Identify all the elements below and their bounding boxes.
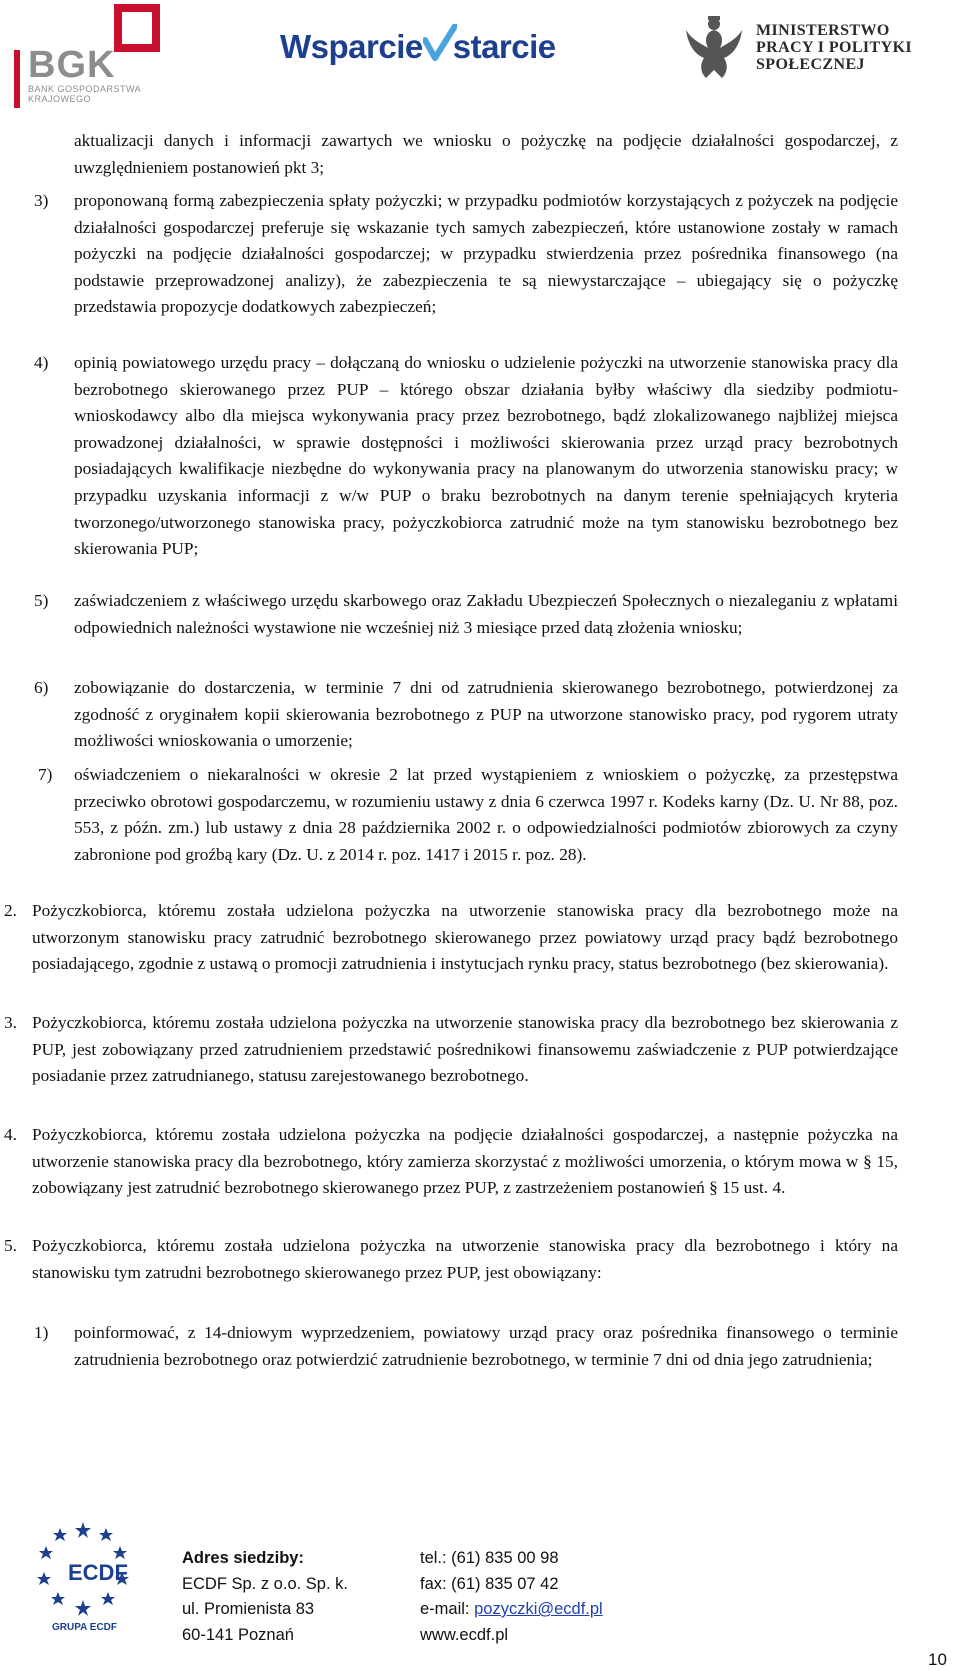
swoosh-icon [423,24,457,62]
email-link[interactable]: pozyczki@ecdf.pl [474,1600,603,1618]
phone-number: tel.: (61) 835 00 98 [420,1549,559,1567]
list-item-number: 4) [34,353,49,372]
bgk-subtitle: BANK GOSPODARSTWA KRAJOWEGO [28,84,141,104]
list-item-number: 1) [34,1323,49,1342]
section-number: 5. [4,1236,17,1255]
list-item: opinią powiatowego urzędu pracy – dołączaną do wniosku o udzielenie pożyczki na utworzenie stanowiska pracy dla bezrobotnego skierowanego przez PUP – którego obszar działania byłby właściwy dla siedziby podmiotu-wnioskodawcy albo dla miejsca wykonywania pracy przez bezrobotnego, bądź zlokalizowanego najbliżej miejsca prowadzonej działalności, w sprawie dostępności i możliwości skierowania przez urząd pracy bezrobotnych posiadających kwalifikacje niezbędne do wykonywania pracy na planowanym do utworzenia stanowisku pracy; w przypadku uzyskania informacji z w/w PUP o braku bezrobotnych na danym terenie spełniających kryteria tworzonego/utworzonego stanowiska pracy, pożyczkobiorca zatrudnić może na tym stanowisku bezrobotnego bez skierowania PUP; [74,353,898,559]
website-link[interactable]: www.ecdf.pl [420,1625,509,1644]
bgk-red-bar [14,50,20,108]
section-paragraph: Pożyczkobiorca, któremu została udzielona pożyczka na utworzenie stanowiska pracy dla bezrobotnego może na utworzonym stanowisku pracy zatrudnić bezrobotnego skierowanego przez powiatowy urząd pracy bądź bezrobotnego posiadającego, zgodnie z ustawą o promocji zatrudnienia i instytucjach rynku pracy, status bezrobotnego (bez skierowania). [32,901,898,974]
list-item-number: 3) [34,191,49,210]
eagle-emblem-icon [682,14,746,82]
section-paragraph: Pożyczkobiorca, któremu została udzielona pożyczka na podjęcie działalności gospodarczej, a następnie pożyczka na utworzenie stanowiska pracy dla bezrobotnego, który zamierza skorzystać z możliwości umorzenia, o którym mowa w § 15, zobowiązany jest zatrudnić bezrobotnego skierowanego przez PUP, z zastrzeżeniem postanowień § 15 ust. 4. [32,1125,898,1198]
address-line: ul. Promienista 83 [182,1600,315,1618]
section-paragraph: Pożyczkobiorca, któremu została udzielona pożyczka na utworzenie stanowiska pracy dla bezrobotnego i który na stanowisku tym zatrudni bezrobotnego skierowanego przez PUP, jest obowiązany: [32,1236,898,1282]
ecdf-logo-text: ECDF [68,1560,128,1585]
list-item-number: 7) [38,765,53,784]
page-number: 10 [928,1650,947,1669]
list-item: proponowaną formą zabezpieczenia spłaty pożyczki; w przypadku podmiotów korzystających z pożyczek na podjęcie działalności gospodarczej preferuje się wskazanie tych samych zabezpieczeń, które ustanowione zostały w ramach pożyczki na podjęcie działalności gospodarczej; w przypadku stwierdzenia przez pośrednika finansowego (na podstawie przeprowadzonej analizy), że zabezpieczenia te są niewystarczające – ubiegający się o pożyczkę przedstawia propozycje dodatkowych zabezpieczeń; [74,191,898,317]
ministry-name: MINISTERSTWO PRACY I POLITYKI SPOŁECZNEJ [756,22,913,73]
ecdf-logo [28,1520,138,1640]
program-logo-part1: Wsparcie [280,28,423,65]
section-number: 3. [4,1013,17,1032]
bgk-logo [10,4,160,104]
list-item-number: 5) [34,591,49,610]
address-line: 60-141 Poznań [182,1625,294,1644]
list-item-number: 6) [34,678,49,697]
bgk-mark: BGK [28,44,116,86]
ecdf-logo-caption: GRUPA ECDF [52,1622,117,1633]
address-heading: Adres siedziby: [182,1549,304,1567]
address-line: ECDF Sp. z o.o. Sp. k. [182,1574,348,1593]
address-block [182,1546,348,1648]
contact-block [420,1546,603,1648]
section-paragraph: Pożyczkobiorca, któremu została udzielona pożyczka na utworzenie stanowiska pracy dla bezrobotnego bez skierowania z PUP, jest zobowiązany przed zatrudnieniem przedstawić pośrednikowi finansowemu zaświadczenie z PUP potwierdzające posiadanie przez zatrudnianego, statusu zarejestowanego bezrobotnego. [32,1013,898,1086]
fax-number: fax: (61) 835 07 42 [420,1574,559,1593]
list-item: poinformować, z 14-dniowym wyprzedzeniem, powiatowy urząd pracy oraz pośrednika finansowego o terminie zatrudnienia bezrobotnego oraz potwierdzić zatrudnienie bezrobotnego, w terminie 7 dni od dnia jego zatrudnienia; [74,1323,898,1369]
page-footer [0,1520,960,1670]
section-number: 2. [4,901,17,920]
section-number: 4. [4,1125,17,1144]
ministry-logo [682,14,952,84]
page-header [0,0,960,118]
intro-paragraph: aktualizacji danych i informacji zawartych we wniosku o pożyczkę na podjęcie działalności gospodarczej, z uwzględnieniem postanowień pkt 3; [74,131,898,177]
program-logo [280,28,556,66]
email-line: e-mail: pozyczki@ecdf.pl [420,1600,603,1618]
program-logo-part2: starcie [452,28,556,65]
list-item: zobowiązanie do dostarczenia, w terminie 7 dni od zatrudnienia skierowanego bezrobotnego, potwierdzonej za zgodność z oryginałem kopii skierowania bezrobotnego z PUP na utworzone stanowisko pracy, pod rygorem utraty możliwości wnioskowania o umorzenie; [74,678,898,751]
list-item: oświadczeniem o niekaralności w okresie 2 lat przed wystąpieniem z wnioskiem o pożyczkę, za przestępstwa przeciwko obrotowi gospodarczemu, w rozumieniu ustawy z dnia 6 czerwca 1997 r. Kodeks karny (Dz. U. Nr 88, poz. 553, z późn. zm.) lub ustawy z dnia 28 października 2002 r. o odpowiedzialności podmiotów zbiorowych za czyny zabronione pod groźbą kary (Dz. U. z 2014 r. poz. 1417 i 2015 r. poz. 28). [74,765,898,864]
list-item: zaświadczeniem z właściwego urzędu skarbowego oraz Zakładu Ubezpieczeń Społecznych o niezaleganiu z wpłatami odpowiednich należności wystawione nie wcześniej niż 3 miesiące przed datą złożenia wniosku; [74,591,898,637]
